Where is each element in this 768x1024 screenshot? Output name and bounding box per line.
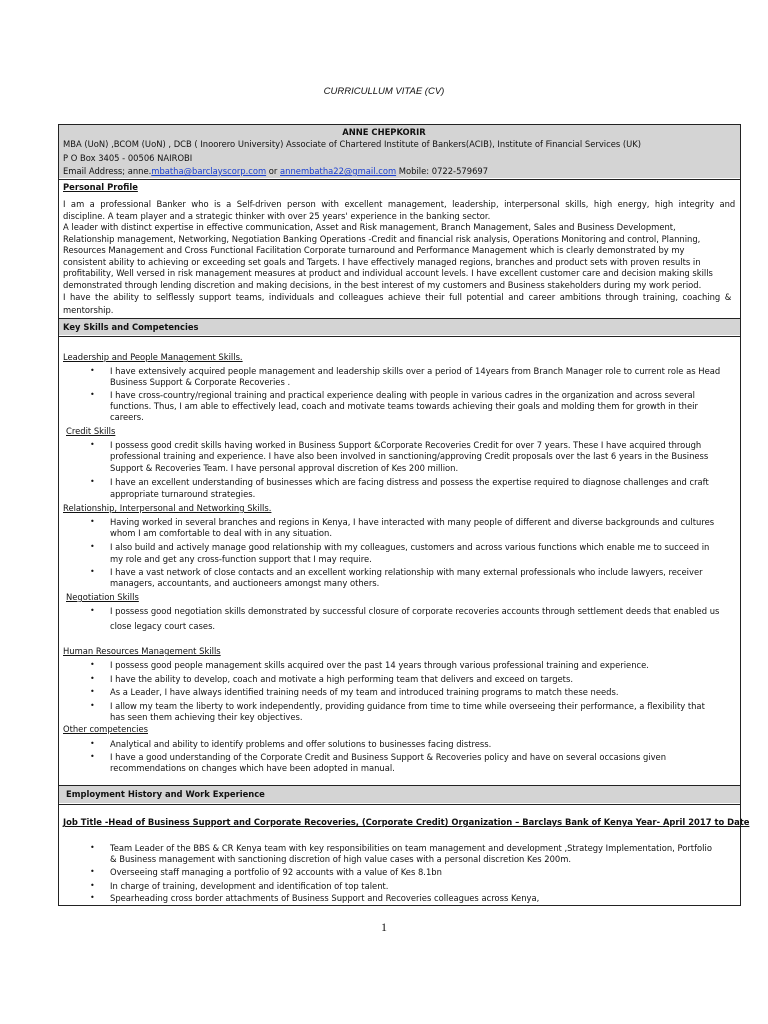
skill-bullet-text: close legacy court cases. <box>110 621 216 631</box>
skill-bullet-text: Business Support & Corporate Recoveries . <box>110 377 291 387</box>
bullet-icon: • <box>90 440 95 449</box>
employment-heading: Employment History and Work Experience <box>66 789 265 799</box>
bullet-icon: • <box>90 881 95 890</box>
profile-line: discipline. A team player and a strategic thinker with over 25 years' experience in the banking sector. <box>63 211 491 221</box>
skill-bullet-text: whom I am comfortable to deal with in any situation. <box>110 528 333 538</box>
skill-bullet-text: appropriate turnaround strategies. <box>110 489 256 499</box>
profile-line: mentorship. <box>63 305 114 315</box>
profile-line: consistent ability to achieving or exceeding set goals and Targets. I have effectively managed regions, branches and product sets with proven results in <box>63 257 701 267</box>
skill-group-title: Negotiation Skills <box>66 592 139 602</box>
skill-bullet-text: I possess good credit skills having worked in Business Support &Corporate Recoveries Credit for over 7 years. These I have acquired through <box>110 440 702 450</box>
skill-bullet-text: my role and get any cross-function support that I may require. <box>110 554 372 564</box>
profile-line: A leader with distinct expertise in effective communication, Asset and Risk management, Branch Management, Sales and Business Development, <box>63 222 676 232</box>
bullet-icon: • <box>90 843 95 852</box>
skill-bullet-text: As a Leader, I have always identified training needs of my team and introduced training programs to match these needs. <box>110 687 619 697</box>
skill-bullet-text: I have extensively acquired people management and leadership skills over a period of 14years from Branch Manager role to current role as Head <box>110 366 721 376</box>
work-email-link[interactable]: mbatha@barclayscorp.com <box>151 166 267 176</box>
document-title: CURRICULLUM VITAE (CV) <box>323 86 445 97</box>
skill-bullet-text: Analytical and ability to identify problems and offer solutions to businesses facing distress. <box>110 739 492 749</box>
skill-bullet-text: I have a good understanding of the Corporate Credit and Business Support & Recoveries policy and have on several occasions given <box>110 752 666 762</box>
skill-group-title: Leadership and People Management Skills. <box>63 352 243 362</box>
bullet-icon: • <box>90 752 95 761</box>
personal-email-link[interactable]: annembatha22@gmail.com <box>280 166 397 176</box>
skill-bullet-text: careers. <box>110 412 144 422</box>
skill-group-title: Other competencies <box>63 724 148 734</box>
bullet-icon: • <box>90 867 95 876</box>
contact-line <box>63 166 488 176</box>
skill-bullet-text: I have a vast network of close contacts and an excellent working relationship with many external professionals who include lawyers, receiver <box>110 567 703 577</box>
skills-heading: Key Skills and Competencies <box>63 322 199 332</box>
bullet-icon: • <box>90 893 95 902</box>
profile-heading: Personal Profile <box>63 182 138 192</box>
employment-bullet-text: Spearheading cross border attachments of Business Support and Recoveries colleagues across Kenya, <box>110 893 540 903</box>
profile-line: I am a professional Banker who is a Self-driven person with excellent management, leadership, interpersonal skills, high energy, high integrity and <box>63 199 736 209</box>
profile-line: Resources Management and Cross Functional Facilitation Corporate turnaround and Performance Management which is clearly demonstrated by my <box>63 245 685 255</box>
skill-bullet-text: I have the ability to develop, coach and motivate a high performing team that delivers and exceed on targets. <box>110 674 573 684</box>
employment-bullet-text: & Business management with sanctioning discretion of high value cases with a personal discretion Kes 200m. <box>110 854 572 864</box>
candidate-name: ANNE CHEPKORIR <box>342 127 426 137</box>
qualifications: MBA (UoN) ,BCOM (UoN) , DCB ( Inoorero University) Associate of Chartered Institute of Bankers(ACIB), Institute of Financial Services (UK) <box>63 139 642 149</box>
skill-bullet-text: I allow my team the liberty to work independently, providing guidance from time to time while overseeing their performance, a flexibility that <box>110 701 705 711</box>
email-label: Email Address; anne. <box>63 166 152 176</box>
bullet-icon: • <box>90 660 95 669</box>
skill-bullet-text: I have cross-country/regional training and practical experience dealing with people in various cadres in the organization and across several <box>110 390 695 400</box>
bullet-icon: • <box>90 517 95 526</box>
skill-bullet-text: professional training and experience. I have also been involved in sanctioning/approving Credit proposals over the last 6 years in the Business <box>110 451 709 461</box>
mobile-number: Mobile: 0722-579697 <box>396 166 489 176</box>
employment-bullet-text: Overseeing staff managing a portfolio of 92 accounts with a value of Kes 8.1bn <box>110 867 442 877</box>
employment-bullet-text: Team Leader of the BBS & CR Kenya team with key responsibilities on team management and development ,Strategy Implementation, Portfolio <box>110 843 712 853</box>
profile-line: Relationship management, Networking, Negotiation Banking Operations -Credit and financial risk analysis, Operations Monitoring and control, Planning, <box>63 234 701 244</box>
bullet-icon: • <box>90 674 95 683</box>
bullet-icon: • <box>90 567 95 576</box>
profile-line: demonstrated through lending discretion and making decisions, in the best interest of my customers and Business stakeholders during my work period. <box>63 280 702 290</box>
bullet-icon: • <box>90 390 95 399</box>
page-number: 1 <box>381 920 387 934</box>
skill-bullet-text: recommendations on changes which have been adopted in manual. <box>110 763 395 773</box>
bullet-icon: • <box>90 701 95 710</box>
profile-line: I have the ability to selflessly support teams, individuals and colleagues achieve their full potential and career ambitions through training, coaching & <box>63 292 732 302</box>
skill-group-title: Credit Skills <box>66 426 116 436</box>
skill-bullet-text: managers, accountants, and auctioneers amongst many others. <box>110 578 380 588</box>
skill-bullet-text: I have an excellent understanding of businesses which are facing distress and possess the expertise required to diagnose challenges and craft <box>110 477 709 487</box>
skill-bullet-text: Support & Recoveries Team. I have personal approval discretion of Kes 200 million. <box>110 463 459 473</box>
postal-address: P O Box 3405 - 00506 NAIROBI <box>63 153 193 163</box>
skill-bullet-text: has seen them achieving their key objectives. <box>110 712 303 722</box>
bullet-icon: • <box>90 477 95 486</box>
job-title: Job Title -Head of Business Support and Corporate Recoveries, (Corporate Credit) Organization – Barclays Bank of Kenya Year- April 2017 to Date <box>63 817 750 827</box>
bullet-icon: • <box>90 739 95 748</box>
employment-bullet-text: In charge of training, development and identification of top talent. <box>110 881 389 891</box>
bullet-icon: • <box>90 606 95 615</box>
skill-bullet-text: I possess good negotiation skills demonstrated by successful closure of corporate recoveries accounts through settlement deeds that enabled us <box>110 606 720 616</box>
bullet-icon: • <box>90 687 95 696</box>
skill-bullet-text: functions. Thus, I am able to effectively lead, coach and motivate teams towards achieving their goals and molding them for growth in their <box>110 401 698 411</box>
skill-bullet-text: I also build and actively manage good relationship with my colleagues, customers and across various functions which enable me to succeed in <box>110 542 710 552</box>
profile-line: profitability, Well versed in risk management measures at product and individual account levels. I have excellent customer care and decision making skills <box>63 268 713 278</box>
skill-group-title: Human Resources Management Skills <box>63 646 221 656</box>
bullet-icon: • <box>90 542 95 551</box>
skill-group-title: Relationship, Interpersonal and Networking Skills. <box>63 503 272 513</box>
email-separator: or <box>266 166 281 176</box>
skill-bullet-text: Having worked in several branches and regions in Kenya, I have interacted with many people of different and diverse backgrounds and cultures <box>110 517 715 527</box>
bullet-icon: • <box>90 366 95 375</box>
skill-bullet-text: I possess good people management skills acquired over the past 14 years through various professional training and experience. <box>110 660 649 670</box>
